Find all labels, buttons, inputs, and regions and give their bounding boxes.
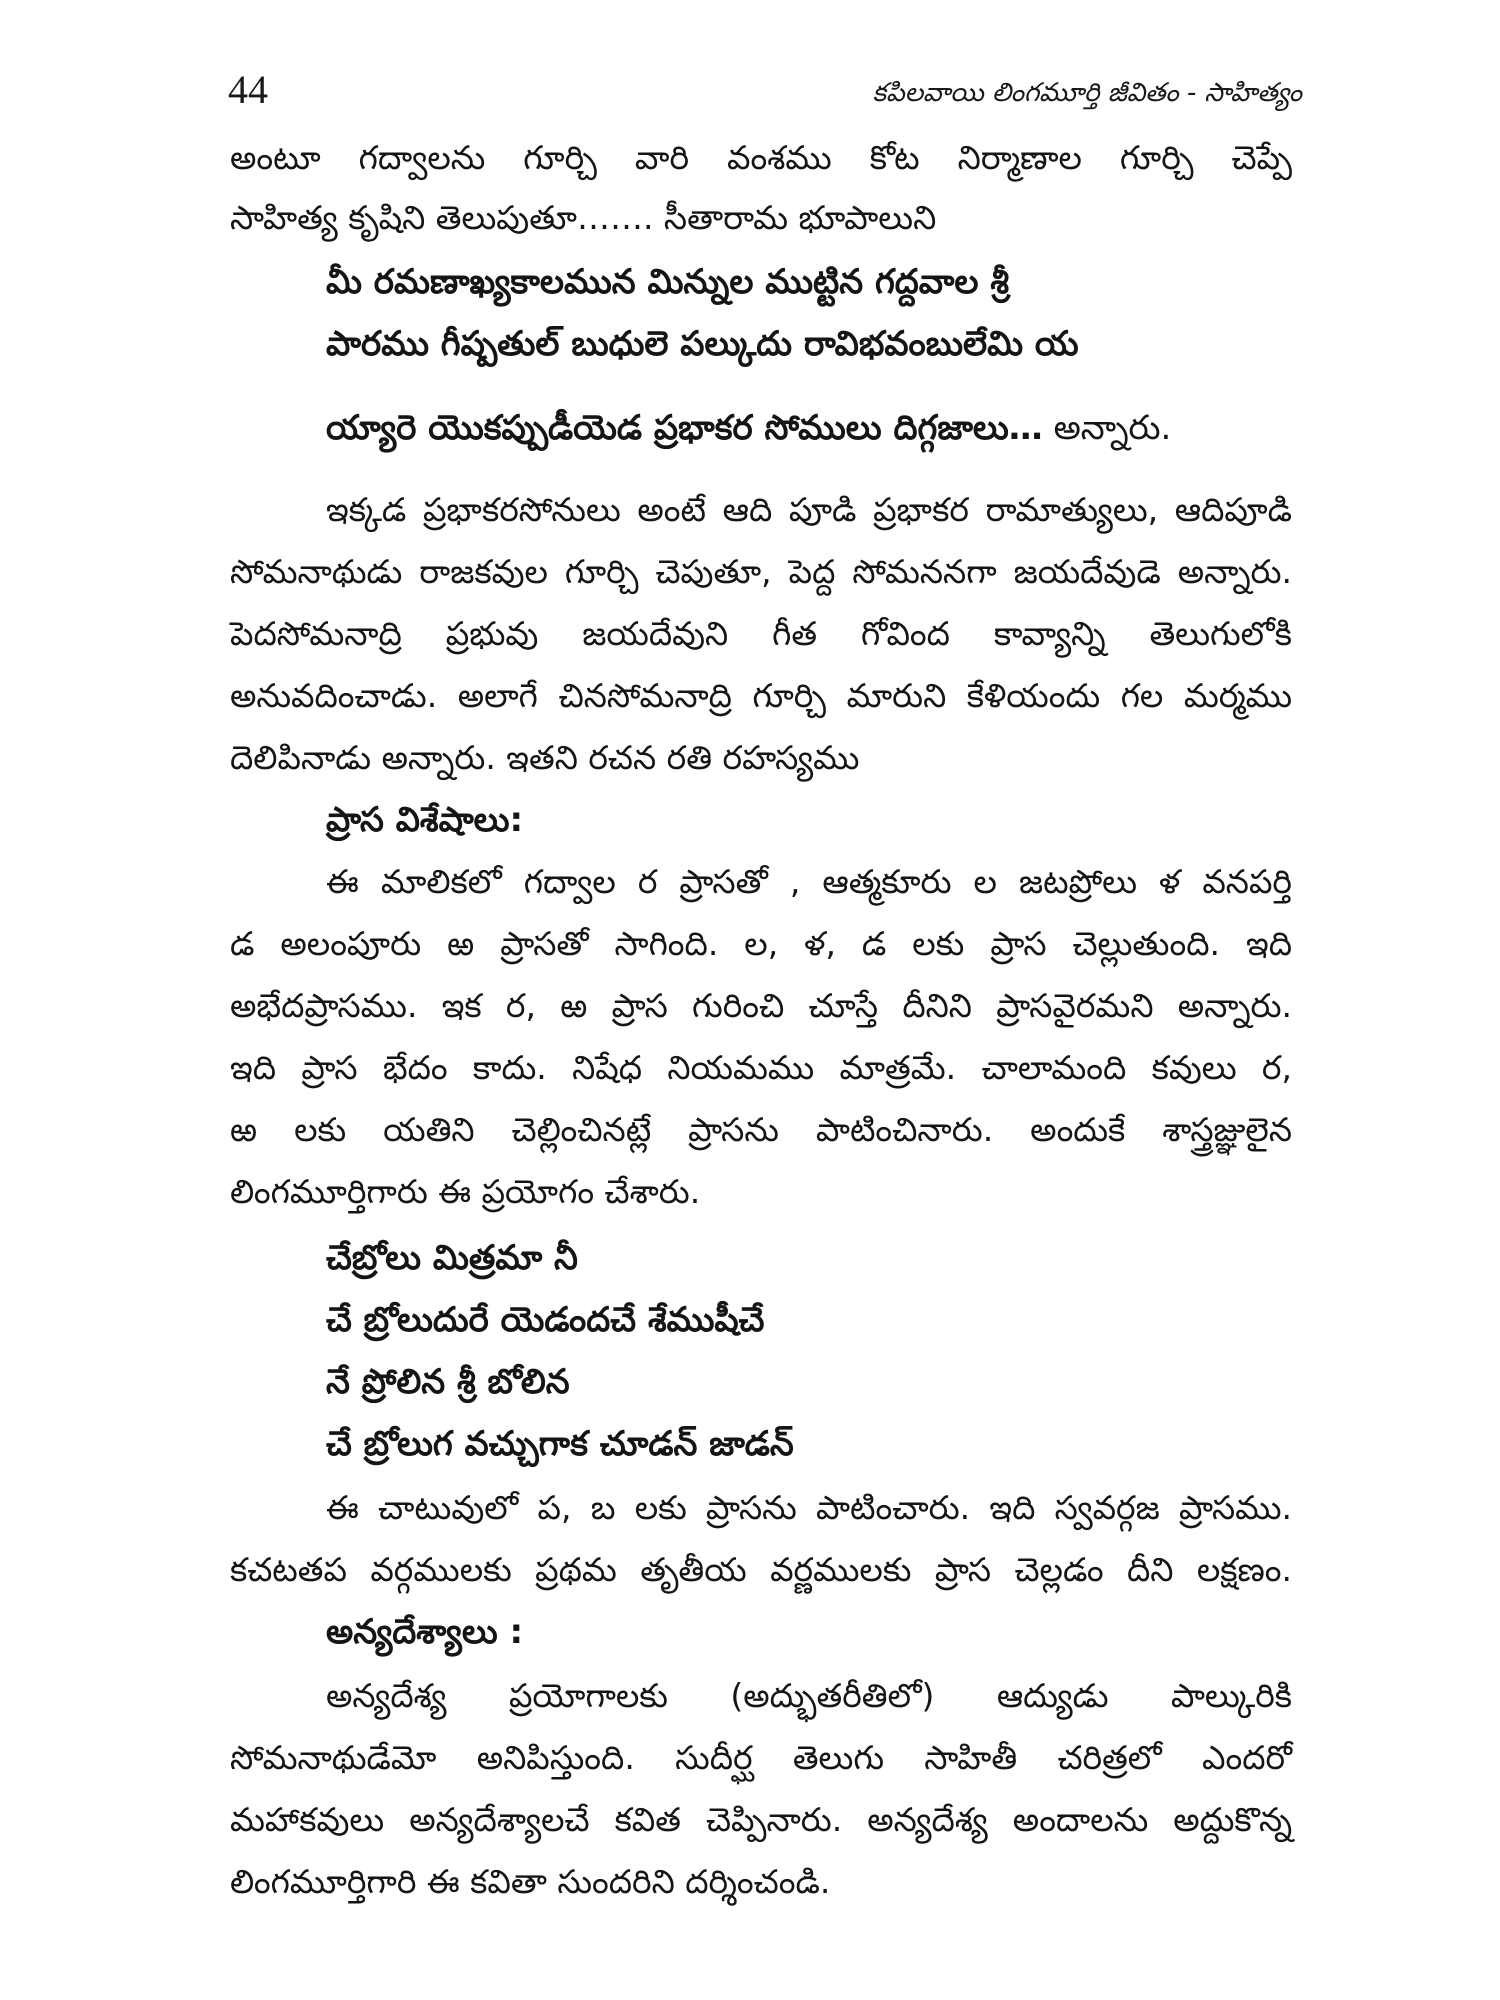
verse-line: పారము గీష్పతుల్ బుధులె పల్కుదు రావిభవంబులేమి య [326, 324, 1079, 364]
verse-line: చేబ్రోలు మిత్రమా నీ [326, 1238, 578, 1278]
body-line: ఇక్కడ ప్రభాకరసోనులు అంటే ఆది పూడి ప్రభాకర రామాత్యులు, ఆదిపూడి [326, 490, 1292, 529]
verse-line: నే ప్రోలిన శ్రీ బోలిన [326, 1362, 570, 1402]
verse-line: చే బ్రోలుదురే యెడందచే శేముషీచే [326, 1300, 765, 1340]
running-header: కపిలవాయి లింగమూర్తి జీవితం - సాహిత్యం [872, 78, 1302, 108]
body-line: ఱ లకు యతిని చెల్లించినట్లే ప్రాసను పాటించినారు. అందుకే శాస్త్రజ్ఞులైన [230, 1110, 1292, 1149]
body-line: అభేదప్రాసము. ఇక ర, ఱ ప్రాస గురించి చూస్తే దీనిని ప్రాసవైరమని అన్నారు. [230, 986, 1292, 1025]
body-line: అంటూ గద్వాలను గూర్చి వారి వంశము కోట నిర్మాణాల గూర్చి చెప్పే [230, 138, 1292, 177]
body-line: సోమనాథుడు రాజకవుల గూర్చి చెపుతూ, పెద్ద సోమననగా జయదేవుడె అన్నారు. [230, 552, 1292, 591]
body-line: సాహిత్య కృషిని తెలుపుతూ……. సీతారామ భూపాలుని [230, 198, 937, 237]
body-line: ఈ మాలికలో గద్వాల ర ప్రాసతో , ఆత్మకూరు ల జటప్రోలు ళ వనపర్తి [326, 862, 1292, 901]
body-line: లింగమూర్తిగారు ఈ ప్రయోగం చేశారు. [230, 1172, 701, 1211]
section-heading: ప్రాస విశేషాలు: [326, 800, 524, 840]
body-line: దెలిపినాడు అన్నారు. ఇతని రచన రతి రహస్యము [230, 738, 860, 777]
body-line: డ అలంపూరు ఱ ప్రాసతో సాగింది. ల, ళ, డ లకు ప్రాస చెల్లుతుంది. ఇది [230, 924, 1292, 963]
body-line: అన్యదేశ్య ప్రయోగాలకు (అద్భుతరీతిలో) ఆద్యుడు పాల్కురికి [326, 1676, 1292, 1715]
body-line: పెదసోమనాద్రి ప్రభువు జయదేవుని గీత గోవింద కావ్యాన్ని తెలుగులోకి [230, 614, 1292, 653]
verse-suffix: అన్నారు. [1042, 408, 1172, 448]
body-line: అనువదించాడు. అలాగే చినసోమనాద్రి గూర్చి మారుని కేళియందు గల మర్మము [230, 676, 1292, 715]
body-line: లింగమూర్తిగారి ఈ కవితా సుందరిని దర్శించండి. [230, 1862, 831, 1901]
body-line: కచటతప వర్గములకు ప్రథమ తృతీయ వర్ణములకు ప్రాస చెల్లడం దీని లక్షణం. [230, 1550, 1292, 1589]
verse-line: మీ రమణాఖ్యకాలమున మిన్నుల ముట్టిన గద్దవాల శ్రీ [326, 262, 1010, 302]
verse-text: య్యారె యొకప్పుడీయెడ ప్రభాకర సోములు దిగ్గజాలు… [326, 408, 1043, 448]
body-line: సోమనాథుడేమో అనిపిస్తుంది. సుదీర్ఘ తెలుగు సాహితీ చరిత్రలో ఎందరో [230, 1738, 1292, 1777]
section-heading: అన్యదేశ్యాలు : [326, 1612, 524, 1652]
page-number: 44 [228, 67, 268, 112]
verse-line [326, 408, 1171, 456]
body-line: ఈ చాటువులో ప, బ లకు ప్రాసను పాటించారు. ఇది స్వవర్గజ ప్రాసము. [326, 1488, 1292, 1527]
body-line: మహాకవులు అన్యదేశ్యాలచే కవిత చెప్పినారు. అన్యదేశ్య అందాలను అద్దుకొన్న [230, 1800, 1292, 1839]
verse-line: చే బ్రోలుగ వచ్చుగాక చూడన్ జాడన్ [326, 1424, 794, 1464]
body-line: ఇది ప్రాస భేదం కాదు. నిషేధ నియమము మాత్రమే. చాలామంది కవులు ర, [230, 1048, 1292, 1087]
